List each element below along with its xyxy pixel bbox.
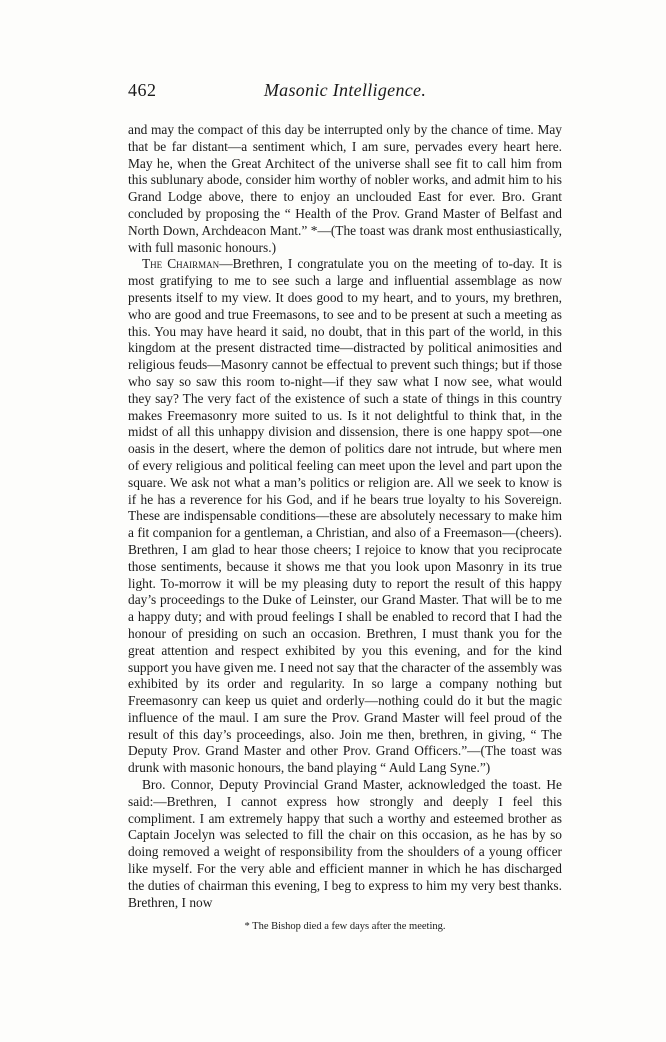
- speaker-name: The Chairman: [142, 256, 220, 272]
- page-number: 462: [128, 80, 157, 100]
- paragraph-text: —Brethren, I congratulate you on the meeting of to-day. It is most gratifying to me to see such a large and influential assemblage as now presents itself to my view. It does good to my heart, and to yours, my brethren, who are good and true Freemasons, to see and to be present at such a meeting as this. You may have heard it said, no doubt, that in this part of the world, in this kingdom at the present distracted time—distracted by political animosities and religious feuds—Masonry cannot be effectual to prevent such things; but if those who say so saw this room to-night—if they saw what I now see, what would they say? The very fact of the existence of such a state of things in this country makes Freemasonry more suited to us. Is it not delightful to think that, in the midst of all this unhappy division and dissension, there is one happy spot—one oasis in the desert, where the demon of politics dare not intrude, but where men of every religious and political feeling can meet upon the level and part upon the square. We ask not what a man’s politics or religion are. All we seek to know is if he has a reverence for his God, and if he bears true loyalty to his Sovereign. These are indispensable conditions—these are absolutely necessary to make him a fit companion for a gentleman, a Christian, and also of a Freemason—(cheers). Brethren, I am glad to hear those cheers; I rejoice to know that you reciprocate those sentiments, because it shows me that you look upon Masonry in its true light. To-morrow it will be my pleasing duty to report the result of this happy day’s proceedings to the Duke of Leinster, our Grand Master. That will be to me a happy duty; and with proud feelings I shall be enabled to record that I had the honour of presiding on such an occasion. Brethren, I must thank you for the great attention and respect exhibited by you this evening, and for the kind support you have given me. I need not say that the character of the assembly was exhibited by its order and regularity. In so large a company nothing but Freemasonry can keep us quiet and orderly—nothing could do it but the magic influence of the maul. I am sure the Prov. Grand Master will feel proud of the result of this day’s proceedings, also. Join me then, brethren, in giving, “ The Deputy Prov. Grand Master and other Prov. Grand Officers.”—(The toast was drunk with masonic honours, the band playing “ Auld Lang Syne.”): [128, 256, 562, 776]
- speaker-name: Bro. Connor,: [142, 777, 214, 793]
- body-text: [128, 122, 562, 911]
- paragraph-text: Deputy Provincial Grand Master, acknowledged the toast. He said:—Brethren, I cannot express how strongly and deeply I feel this compliment. I am extremely happy that such a worthy and esteemed brother as Captain Jocelyn was selected to fill the chair on this occasion, as he has by so doing removed a weight of responsibility from the shoulders of a young officer like myself. For the very able and efficient manner in which he has discharged the duties of chairman this evening, I beg to express to him my very best thanks. Brethren, I now: [128, 777, 562, 910]
- paragraph-text: and may the compact of this day be interrupted only by the chance of time. May that be far distant—a sentiment which, I am sure, pervades every heart here. May he, when the Great Architect of the universe shall see fit to call him from this sublunary abode, consider him worthy of nobler works, and admit him to his Grand Lodge above, there to enjoy an unclouded East for ever. Bro. Grant concluded by proposing the “ Health of the Prov. Grand Master of Belfast and North Down, Archdeacon Mant.” *—(The toast was drank most enthusiastically, with full masonic honours.): [128, 122, 562, 255]
- running-head: [128, 80, 562, 106]
- paragraph-chairman-speech: [128, 256, 562, 777]
- footnote: * The Bishop died a few days after the meeting.: [244, 921, 446, 932]
- paragraph-toast-conclusion: [128, 122, 562, 256]
- paragraph-connor-reply: [128, 777, 562, 911]
- running-title: Masonic Intelligence.: [263, 80, 427, 100]
